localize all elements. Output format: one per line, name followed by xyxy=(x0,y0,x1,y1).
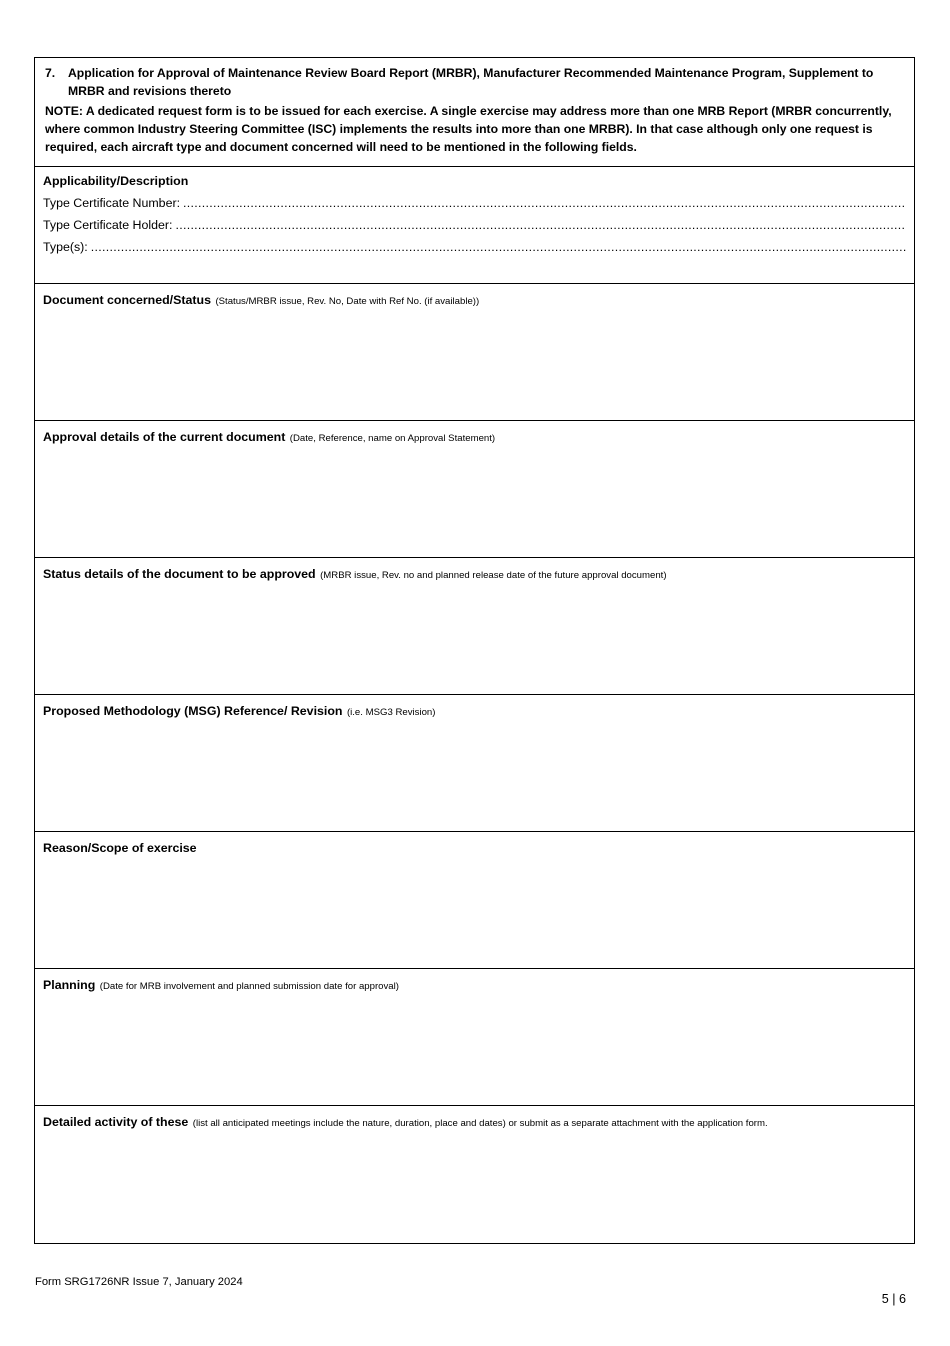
form-header xyxy=(35,58,914,167)
section-label: Proposed Methodology (MSG) Reference/ Revision xyxy=(43,704,343,718)
type-certificate-number-input[interactable] xyxy=(183,192,906,214)
form-identifier: Form SRG1726NR Issue 7, January 2024 xyxy=(35,1276,243,1288)
type-certificate-number-field[interactable] xyxy=(43,192,906,214)
section-label: Document concerned/Status xyxy=(43,293,211,307)
types-field[interactable] xyxy=(43,236,906,258)
section-label: Approval details of the current document xyxy=(43,430,286,444)
section-hint: (Date for MRB involvement and planned submission date for approval) xyxy=(99,981,399,992)
section-title xyxy=(45,64,904,100)
section-hint: (list all anticipated meetings include the nature, duration, place and dates) or submit as a separate attachment with the application form. xyxy=(192,1118,768,1129)
type-certificate-holder-field[interactable] xyxy=(43,214,906,236)
type-certificate-holder-input[interactable] xyxy=(175,214,906,236)
page-number: 5 | 6 xyxy=(881,1292,906,1306)
form-note: NOTE: A dedicated request form is to be issued for each exercise. A single exercise may address more than one MRB Report (MRBR concurrently, where common Industry Steering Committee (ISC) implements the results into more than one MRBR). In that case although only one request is required, each aircraft type and document concerned will need to be mentioned in the following fields. xyxy=(45,104,892,154)
section-hint: (i.e. MSG3 Revision) xyxy=(346,707,436,718)
types-input[interactable] xyxy=(91,236,906,258)
section-hint: (Date, Reference, name on Approval Statement) xyxy=(289,433,496,444)
section-label: Reason/Scope of exercise xyxy=(43,841,197,855)
planning-section[interactable] xyxy=(35,969,914,1106)
reason-scope-section[interactable] xyxy=(35,832,914,969)
section-label: Planning xyxy=(43,978,96,992)
approval-details-section[interactable] xyxy=(35,421,914,558)
section-number: 7. xyxy=(45,66,56,80)
status-details-section[interactable] xyxy=(35,558,914,695)
field-label: Type Certificate Number: xyxy=(43,196,181,210)
proposed-methodology-section[interactable] xyxy=(35,695,914,832)
field-label: Type(s): xyxy=(43,240,88,254)
section-hint: (Status/MRBR issue, Rev. No, Date with Ref No. (if available)) xyxy=(215,296,480,307)
section-hint: (MRBR issue, Rev. no and planned release date of the future approval document) xyxy=(320,570,667,581)
document-concerned-section[interactable] xyxy=(35,284,914,421)
detailed-activity-section[interactable] xyxy=(35,1106,914,1243)
application-form xyxy=(34,57,915,1244)
section-label: Status details of the document to be approved xyxy=(43,567,316,581)
section-title-text: Application for Approval of Maintenance Review Board Report (MRBR), Manufacturer Recommended Maintenance Program, Supplement to MRBR and revisions thereto xyxy=(68,66,874,98)
applicability-section xyxy=(35,167,914,284)
section-label: Detailed activity of these xyxy=(43,1115,189,1129)
field-label: Type Certificate Holder: xyxy=(43,218,173,232)
applicability-label: Applicability/Description xyxy=(43,174,189,188)
